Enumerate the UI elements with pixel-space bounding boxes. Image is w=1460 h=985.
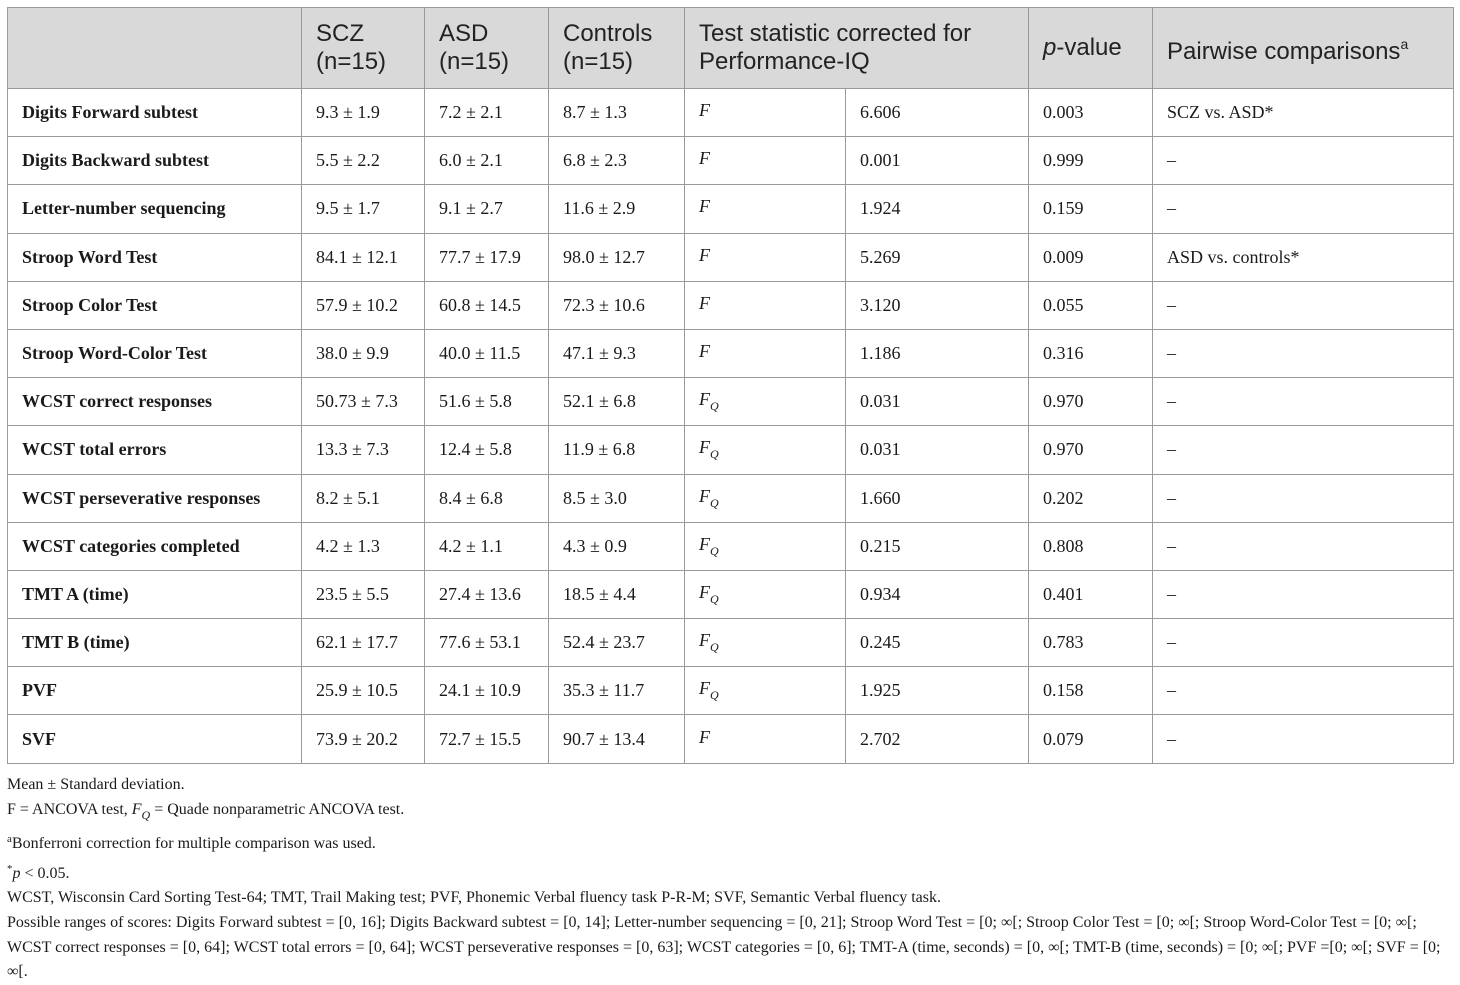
- cell-p-value: 0.808: [1029, 522, 1153, 570]
- cell-controls: 52.1 ± 6.8: [549, 378, 685, 426]
- footnote-p-rest: < 0.05.: [20, 864, 70, 882]
- header-controls: Controls (n=15): [549, 8, 685, 89]
- table-body: [8, 89, 1454, 764]
- cell-pairwise: –: [1153, 329, 1454, 377]
- cell-p-value: 0.159: [1029, 185, 1153, 233]
- row-label: TMT A (time): [8, 570, 302, 618]
- cell-scz: 8.2 ± 5.1: [302, 474, 425, 522]
- table-row: [8, 281, 1454, 329]
- row-label: PVF: [8, 667, 302, 715]
- cell-controls: 11.6 ± 2.9: [549, 185, 685, 233]
- cell-stat-value: 3.120: [846, 281, 1029, 329]
- table-row: [8, 233, 1454, 281]
- table-row: [8, 329, 1454, 377]
- cell-stat-symbol: [685, 667, 846, 715]
- cell-stat-value: 6.606: [846, 89, 1029, 137]
- results-table-container: [7, 7, 1453, 764]
- cell-p-value: 0.009: [1029, 233, 1153, 281]
- row-label: Letter-number sequencing: [8, 185, 302, 233]
- cell-pairwise: –: [1153, 474, 1454, 522]
- footnote-tests-sub: Q: [141, 807, 151, 822]
- header-p-italic: p: [1043, 34, 1057, 61]
- cell-stat-symbol: [685, 233, 846, 281]
- header-pairwise-sup: a: [1400, 36, 1409, 52]
- row-label: WCST total errors: [8, 426, 302, 474]
- row-label: SVF: [8, 715, 302, 763]
- stat-symbol: F: [699, 581, 710, 602]
- cell-controls: 72.3 ± 10.6: [549, 281, 685, 329]
- footnote-mean-sd: Mean ± Standard deviation.: [7, 776, 185, 793]
- stat-symbol: F: [699, 630, 710, 651]
- footnote-bonferroni: [7, 827, 1455, 857]
- header-blank: [8, 8, 302, 89]
- stat-symbol: F: [699, 389, 710, 410]
- stat-symbol: F: [699, 341, 710, 362]
- cell-p-value: 0.316: [1029, 329, 1153, 377]
- row-label: Digits Backward subtest: [8, 137, 302, 185]
- cell-scz: 13.3 ± 7.3: [302, 426, 425, 474]
- results-table: [7, 7, 1454, 764]
- stat-subscript: Q: [710, 543, 719, 558]
- cell-p-value: 0.401: [1029, 570, 1153, 618]
- cell-pairwise: –: [1153, 619, 1454, 667]
- stat-subscript: Q: [710, 640, 719, 655]
- cell-stat-value: 0.245: [846, 619, 1029, 667]
- cell-asd: 40.0 ± 11.5: [425, 329, 549, 377]
- table-row: [8, 522, 1454, 570]
- cell-asd: 24.1 ± 10.9: [425, 667, 549, 715]
- cell-pairwise: –: [1153, 426, 1454, 474]
- cell-controls: 18.5 ± 4.4: [549, 570, 685, 618]
- table-row: [8, 378, 1454, 426]
- cell-stat-symbol: [685, 89, 846, 137]
- cell-controls: 98.0 ± 12.7: [549, 233, 685, 281]
- table-row: [8, 570, 1454, 618]
- cell-pairwise: ASD vs. controls*: [1153, 233, 1454, 281]
- cell-asd: 7.2 ± 2.1: [425, 89, 549, 137]
- cell-pairwise: –: [1153, 522, 1454, 570]
- cell-scz: 25.9 ± 10.5: [302, 667, 425, 715]
- cell-asd: 77.7 ± 17.9: [425, 233, 549, 281]
- footnote-bonferroni-text: Bonferroni correction for multiple comparison was used.: [11, 835, 376, 853]
- stat-symbol: F: [699, 485, 710, 506]
- header-row: [8, 8, 1454, 89]
- table-row: [8, 137, 1454, 185]
- cell-stat-symbol: [685, 378, 846, 426]
- stat-symbol: F: [699, 533, 710, 554]
- cell-asd: 6.0 ± 2.1: [425, 137, 549, 185]
- footnote-significance: [7, 857, 1455, 887]
- stat-subscript: Q: [710, 495, 719, 510]
- cell-scz: 84.1 ± 12.1: [302, 233, 425, 281]
- cell-scz: 50.73 ± 7.3: [302, 378, 425, 426]
- cell-asd: 9.1 ± 2.7: [425, 185, 549, 233]
- table-row: [8, 185, 1454, 233]
- cell-p-value: 0.970: [1029, 378, 1153, 426]
- row-label: WCST categories completed: [8, 522, 302, 570]
- stat-subscript: Q: [710, 399, 719, 414]
- cell-asd: 8.4 ± 6.8: [425, 474, 549, 522]
- header-asd: ASD (n=15): [425, 8, 549, 89]
- stat-subscript: Q: [710, 447, 719, 462]
- cell-scz: 4.2 ± 1.3: [302, 522, 425, 570]
- cell-stat-value: 2.702: [846, 715, 1029, 763]
- stat-symbol: F: [699, 678, 710, 699]
- stat-symbol: F: [699, 726, 710, 747]
- cell-asd: 51.6 ± 5.8: [425, 378, 549, 426]
- footnote-abbreviations: WCST, Wisconsin Card Sorting Test-64; TMT, Trail Making test; PVF, Phonemic Verbal fluency task P-R-M; SVF, Semantic Verbal fluency task.: [7, 889, 941, 907]
- cell-stat-symbol: [685, 619, 846, 667]
- cell-stat-symbol: [685, 185, 846, 233]
- cell-controls: 47.1 ± 9.3: [549, 329, 685, 377]
- row-label: Digits Forward subtest: [8, 89, 302, 137]
- row-label: WCST correct responses: [8, 378, 302, 426]
- table-row: [8, 89, 1454, 137]
- stat-subscript: Q: [710, 688, 719, 703]
- cell-p-value: 0.999: [1029, 137, 1153, 185]
- stat-symbol: F: [699, 437, 710, 458]
- stat-symbol: F: [699, 244, 710, 265]
- cell-controls: 4.3 ± 0.9: [549, 522, 685, 570]
- cell-pairwise: –: [1153, 667, 1454, 715]
- cell-stat-symbol: [685, 570, 846, 618]
- cell-pairwise: –: [1153, 570, 1454, 618]
- header-p-rest: -value: [1056, 34, 1122, 61]
- cell-stat-value: 1.925: [846, 667, 1029, 715]
- cell-stat-value: 1.186: [846, 329, 1029, 377]
- table-row: [8, 474, 1454, 522]
- cell-controls: 52.4 ± 23.7: [549, 619, 685, 667]
- cell-pairwise: –: [1153, 378, 1454, 426]
- footnote-bonferroni-sup: a: [7, 833, 12, 846]
- footnote-tests-f: F: [131, 800, 142, 818]
- row-label: TMT B (time): [8, 619, 302, 667]
- footnote-p: p: [12, 864, 21, 882]
- cell-stat-value: 1.660: [846, 474, 1029, 522]
- cell-asd: 12.4 ± 5.8: [425, 426, 549, 474]
- cell-stat-symbol: [685, 522, 846, 570]
- cell-p-value: 0.003: [1029, 89, 1153, 137]
- cell-stat-value: 0.215: [846, 522, 1029, 570]
- cell-stat-value: 1.924: [846, 185, 1029, 233]
- row-label: Stroop Color Test: [8, 281, 302, 329]
- cell-stat-value: 0.031: [846, 378, 1029, 426]
- row-label: Stroop Word Test: [8, 233, 302, 281]
- header-pairwise: [1153, 8, 1454, 89]
- cell-controls: 90.7 ± 13.4: [549, 715, 685, 763]
- cell-stat-symbol: [685, 329, 846, 377]
- cell-pairwise: –: [1153, 137, 1454, 185]
- cell-p-value: 0.970: [1029, 426, 1153, 474]
- cell-asd: 4.2 ± 1.1: [425, 522, 549, 570]
- cell-p-value: 0.783: [1029, 619, 1153, 667]
- table-footnotes: [7, 773, 1455, 985]
- table-row: [8, 426, 1454, 474]
- cell-stat-value: 0.934: [846, 570, 1029, 618]
- row-label: WCST perseverative responses: [8, 474, 302, 522]
- cell-controls: 8.5 ± 3.0: [549, 474, 685, 522]
- cell-controls: 6.8 ± 2.3: [549, 137, 685, 185]
- header-pairwise-text: Pairwise comparisons: [1167, 38, 1401, 65]
- cell-stat-symbol: [685, 426, 846, 474]
- cell-asd: 60.8 ± 14.5: [425, 281, 549, 329]
- cell-stat-symbol: [685, 715, 846, 763]
- footnote-ranges: Possible ranges of scores: Digits Forward subtest = [0, 16]; Digits Backward subtest = [0, 14]; Letter-number sequencing = [0, 21]; Stroop Word Test = [0; ∞[; Stroop Color Test = [0; ∞[; Stroop Word-Color Test = [0; ∞[; WCST correct responses = [0, 64]; WCST total errors = [0, 64]; WCST perseverative responses = [0, 63]; WCST categories = [0, 6]; TMT-A (time, seconds) = [0, ∞[; TMT-B (time, seconds) = [0; ∞[; PVF =[0; ∞[; SVF = [0; ∞[.: [7, 913, 1441, 981]
- cell-scz: 57.9 ± 10.2: [302, 281, 425, 329]
- cell-pairwise: –: [1153, 281, 1454, 329]
- cell-controls: 35.3 ± 11.7: [549, 667, 685, 715]
- table-row: [8, 715, 1454, 763]
- cell-scz: 5.5 ± 2.2: [302, 137, 425, 185]
- cell-controls: 11.9 ± 6.8: [549, 426, 685, 474]
- cell-p-value: 0.055: [1029, 281, 1153, 329]
- cell-pairwise: SCZ vs. ASD*: [1153, 89, 1454, 137]
- cell-asd: 72.7 ± 15.5: [425, 715, 549, 763]
- cell-scz: 73.9 ± 20.2: [302, 715, 425, 763]
- cell-scz: 62.1 ± 17.7: [302, 619, 425, 667]
- cell-stat-symbol: [685, 137, 846, 185]
- cell-p-value: 0.202: [1029, 474, 1153, 522]
- cell-stat-symbol: [685, 474, 846, 522]
- cell-controls: 8.7 ± 1.3: [549, 89, 685, 137]
- cell-pairwise: –: [1153, 715, 1454, 763]
- footnote-tests: [7, 798, 1455, 828]
- footnote-tests-a: F = ANCOVA test,: [7, 800, 132, 818]
- cell-scz: 9.3 ± 1.9: [302, 89, 425, 137]
- header-p-value: [1029, 8, 1153, 89]
- cell-stat-value: 0.031: [846, 426, 1029, 474]
- cell-stat-symbol: [685, 281, 846, 329]
- cell-p-value: 0.158: [1029, 667, 1153, 715]
- cell-asd: 27.4 ± 13.6: [425, 570, 549, 618]
- cell-p-value: 0.079: [1029, 715, 1153, 763]
- footnote-star: *: [7, 862, 13, 875]
- header-scz: SCZ (n=15): [302, 8, 425, 89]
- table-row: [8, 619, 1454, 667]
- stat-symbol: F: [699, 196, 710, 217]
- footnote-tests-b: = Quade nonparametric ANCOVA test.: [150, 800, 405, 818]
- cell-asd: 77.6 ± 53.1: [425, 619, 549, 667]
- stat-symbol: F: [699, 100, 710, 121]
- cell-pairwise: –: [1153, 185, 1454, 233]
- cell-stat-value: 0.001: [846, 137, 1029, 185]
- cell-stat-value: 5.269: [846, 233, 1029, 281]
- stat-symbol: F: [699, 148, 710, 169]
- cell-scz: 23.5 ± 5.5: [302, 570, 425, 618]
- header-test-statistic: Test statistic corrected for Performance-IQ: [685, 8, 1029, 89]
- cell-scz: 9.5 ± 1.7: [302, 185, 425, 233]
- table-row: [8, 667, 1454, 715]
- stat-symbol: F: [699, 292, 710, 313]
- stat-subscript: Q: [710, 591, 719, 606]
- cell-scz: 38.0 ± 9.9: [302, 329, 425, 377]
- row-label: Stroop Word-Color Test: [8, 329, 302, 377]
